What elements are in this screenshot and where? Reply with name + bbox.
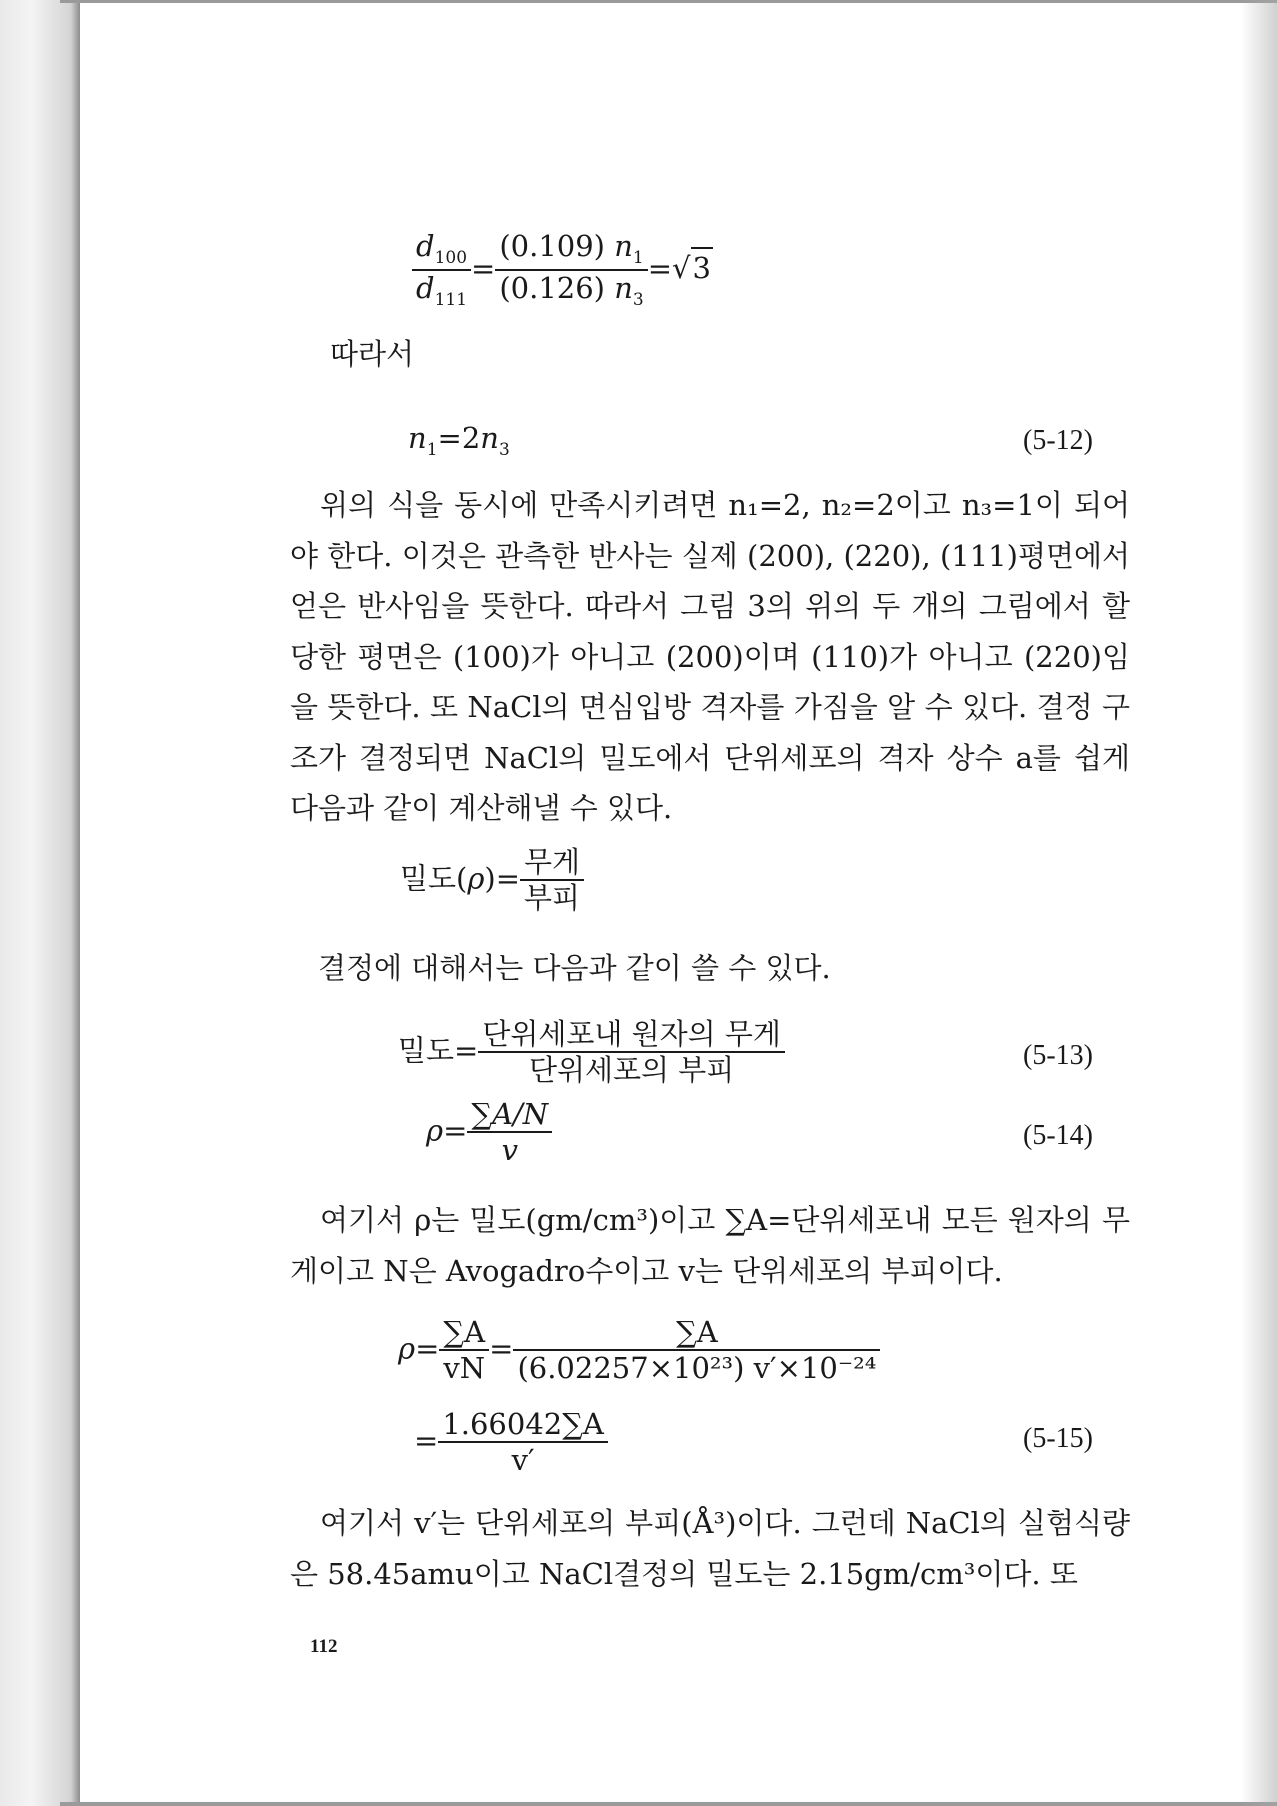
fraction-avogadro-expanded: $\frac{\sum A}{\text{(6.02257×10²³) v′×10⁻²⁴}}$ bbox=[513, 1318, 880, 1383]
equation-number-5-13: (5-13) bbox=[1023, 1040, 1093, 1071]
page-number: 112 bbox=[310, 1636, 338, 1657]
paragraph-crystal-density: 결정에 대해서는 다음과 같이 쓸 수 있다. bbox=[318, 951, 831, 985]
paragraph-crystal-planes: 위의 식을 동시에 만족시키려면 n₁=2, n₂=2이고 n₃=1이 되어야 한다. 이것은 관측한 반사는 실제 (200), (220), (111)평면에서 얻은 반사임을 뜻한다. 따라서 그림 3의 위의 두 개의 그림에서 할당한 평면은 (100)가 아니고 (200)이며 (110)가 아니고 (220)임을 뜻한다. 또 NaCl의 면심입방 격자를 가짐을 알 수 있다. 결정 구조가 결정되면 NaCl의 밀도에서 단위세포의 격자 상수 a를 쉽게 다음과 같이 계산해낼 수 있다. bbox=[290, 488, 1130, 825]
fraction-unit-cell-density: $\frac{\text{단위세포내 원자의 무게}}{\text{단위세포의 부피}}$ bbox=[478, 1020, 785, 1085]
equation-5-15-line2: = $\frac{1.66042\sum A}{v'}$ bbox=[414, 1410, 608, 1475]
fraction-weight-volume: $\frac{\text{무게}}{\text{부피}}$ bbox=[520, 848, 584, 913]
fraction-coefficients: $\frac{(0.109) n_1}{(0.126) n_3}$ bbox=[495, 232, 647, 309]
equation-number-5-14: (5-14) bbox=[1023, 1120, 1093, 1151]
paragraph-variable-definitions: 여기서 ρ는 밀도(gm/cm³)이고 ∑A=단위세포내 모든 원자의 무게이고 N은 Avogadro수이고 v는 단위세포의 부피이다. bbox=[290, 1203, 1130, 1288]
equation-number-5-15: (5-15) bbox=[1023, 1423, 1093, 1454]
fraction-simplified-density: $\frac{1.66042\sum A}{v'}$ bbox=[438, 1410, 608, 1475]
equation-ratio: $\frac{d_{100}}{d_{111}}$ = $\frac{(0.109) n_1}{(0.126) n_3}$ =√3 bbox=[412, 232, 713, 309]
therefore-text: 따라서 bbox=[330, 337, 415, 371]
square-root: √3 bbox=[672, 254, 713, 283]
equation-5-12: $n_1=2n_3$ bbox=[408, 421, 510, 460]
paragraph-nacl-values: 여기서 v′는 단위세포의 부피(Å³)이다. 그런데 NaCl의 실험식량은 58.45amu이고 NaCl결정의 밀도는 2.15gm/cm³이다. 또 bbox=[290, 1506, 1130, 1591]
equation-5-13: 밀도= $\frac{\text{단위세포내 원자의 무게}}{\text{단위세포의 부피}}$ bbox=[398, 1020, 785, 1085]
equation-number-5-12: (5-12) bbox=[1023, 425, 1093, 456]
equation-density-definition: 밀도(ρ)= $\frac{\text{무게}}{\text{부피}}$ bbox=[400, 848, 584, 913]
fraction-d-ratio: $\frac{d_{100}}{d_{111}}$ bbox=[412, 232, 471, 309]
equation-5-14: ρ= $\frac{\sum A/N}{v}$ bbox=[426, 1100, 552, 1165]
fraction-sum-a-over-n: $\frac{\sum A/N}{v}$ bbox=[467, 1100, 552, 1165]
equation-5-15-line1: ρ= $\frac{\sum A}{vN}$ = $\frac{\sum A}{\text{(6.02257×10²³) v′×10⁻²⁴}}$ bbox=[398, 1318, 880, 1383]
fraction-sum-a-over-vn: $\frac{\sum A}{vN}$ bbox=[439, 1318, 489, 1383]
